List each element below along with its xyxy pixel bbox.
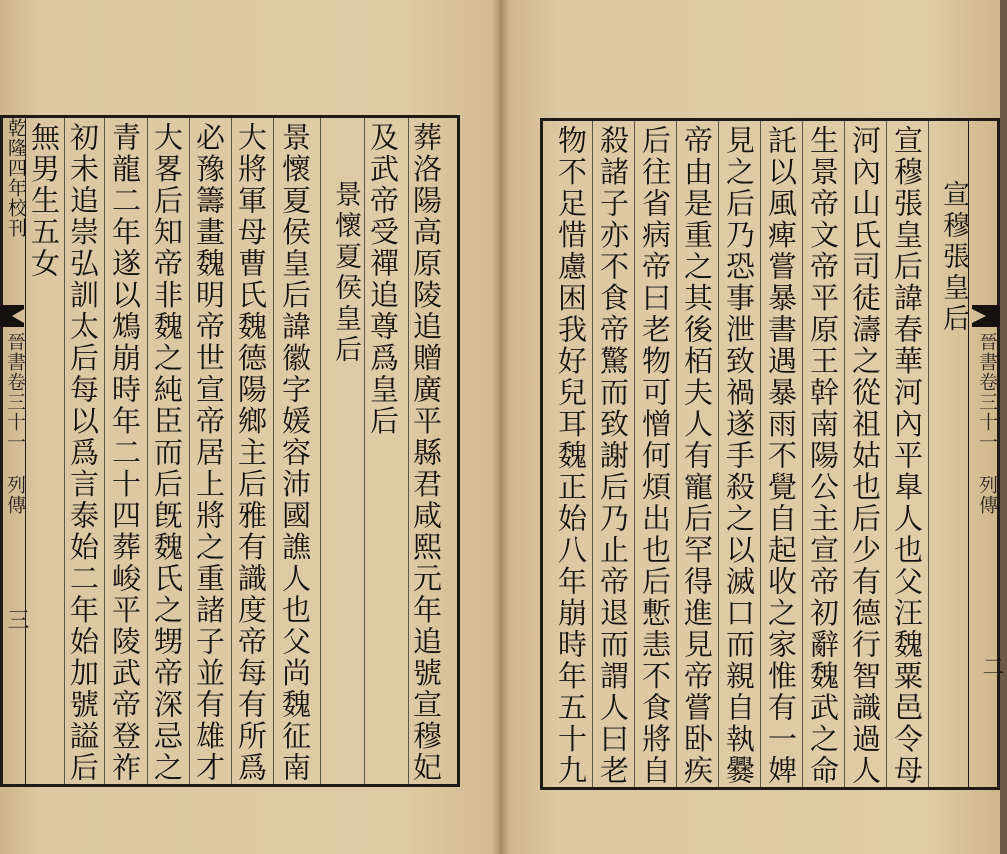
column-rule [718, 121, 719, 787]
column-rule [844, 121, 845, 787]
column-rule [760, 121, 761, 787]
text-column: 河內山氏司徒濤之從祖姑也后少有德行智識過人 [848, 125, 882, 787]
page-number: 三 [4, 608, 29, 630]
column-rule [634, 121, 635, 787]
section-heading: 景懷夏侯皇后 [330, 180, 361, 366]
text-column: 帝由是重之其後栢夫人有寵后罕得進見帝嘗卧疾 [680, 125, 714, 787]
column-rule [928, 121, 929, 787]
text-column: 生景帝文帝平原王幹南陽公主宣帝初辭魏武之命 [806, 125, 840, 787]
text-column: 必豫籌畫魏明帝世宣帝居上將之重諸子並有雄才 [192, 122, 226, 784]
text-column: 后往省病帝曰老物可憎何煩出也后慙恚不食將自 [638, 125, 672, 787]
left-page [0, 0, 500, 854]
page-number: 二 [979, 655, 1004, 677]
edition-label: 乾隆四年校刊 [5, 118, 27, 238]
column-rule [886, 121, 887, 787]
column-rule [64, 118, 65, 784]
fold-text: 晉書卷三十一 列傳 [4, 332, 26, 515]
column-rule [802, 121, 803, 787]
text-column: 殺諸子亦不食帝驚而致謝后乃止帝退而謂人曰老 [596, 125, 630, 787]
fish-tail-mark [0, 305, 24, 327]
fish-tail-mark [972, 305, 1000, 327]
column-rule [320, 118, 321, 784]
fold-text: 晉書卷三十一 列傳 [976, 332, 998, 515]
right-page [500, 0, 1004, 854]
text-column: 託以風痺嘗暴書遇暴雨不覺自起收之家惟有一婢 [764, 125, 798, 787]
text-column: 葬洛陽高原陵追贈廣平縣君咸熙元年追號宣穆妃 [409, 122, 443, 784]
column-rule [189, 118, 190, 784]
text-column: 大畧后知帝非魏之純臣而后旣魏氏之甥帝深忌之 [150, 122, 184, 784]
text-column: 初未追崇弘訓太后每以爲言泰始二年始加號謚后 [66, 122, 100, 784]
text-column: 無男生五女 [27, 122, 61, 280]
text-column: 見之后乃恐事泄致禍遂手殺之以滅口而親自執爨 [722, 125, 756, 787]
text-column: 物不足惜慮困我好兒耳魏正始八年崩時年五十九 [554, 125, 588, 787]
column-rule [231, 118, 232, 784]
text-column: 景懷夏侯皇后諱徽字媛容沛國譙人也父尚魏征南 [278, 122, 312, 784]
text-column: 及武帝受禪追尊爲皇后 [366, 122, 400, 437]
column-rule [676, 121, 677, 787]
text-column: 大將軍母曹氏魏德陽鄉主后雅有識度帝每有所爲 [234, 122, 268, 784]
text-column: 宣穆張皇后諱春華河內平臯人也父汪魏粟邑令母 [890, 125, 924, 787]
column-rule [273, 118, 274, 784]
section-heading: 宣穆張皇后 [938, 180, 969, 335]
column-rule [147, 118, 148, 784]
text-column: 青龍二年遂以鴆崩時年二十四葬峻平陵武帝登祚 [108, 122, 142, 784]
column-rule [104, 118, 105, 784]
book-gutter [492, 0, 510, 854]
column-rule [592, 121, 593, 787]
